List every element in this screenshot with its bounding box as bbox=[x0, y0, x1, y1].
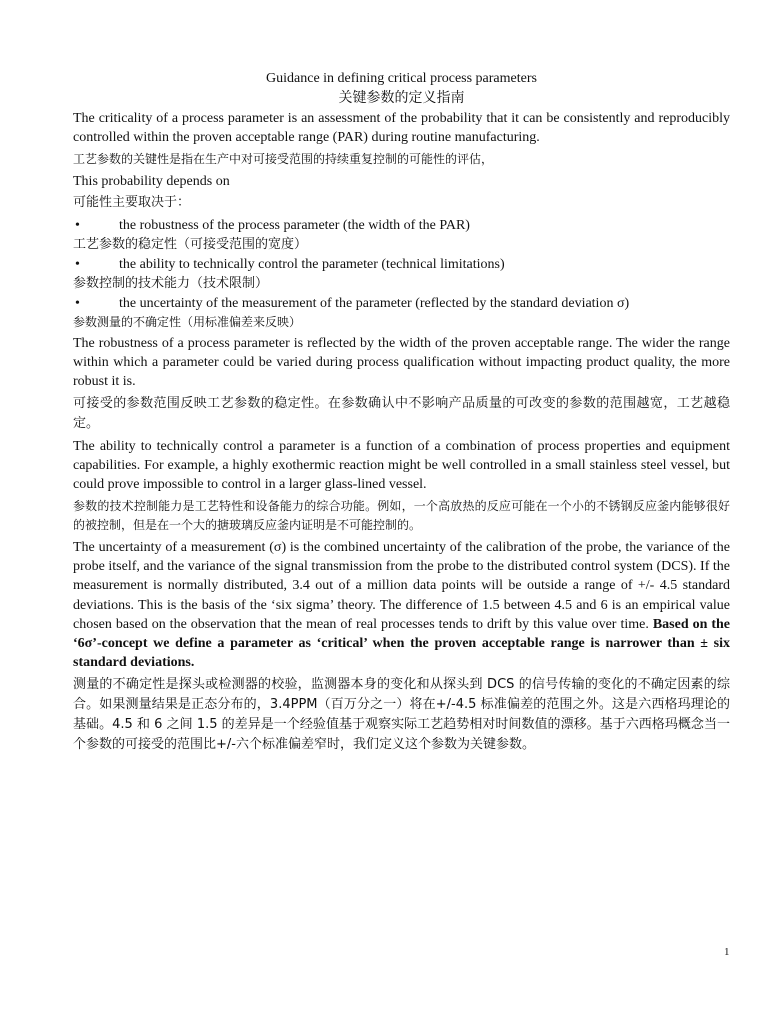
paragraph-robustness-en: The robustness of a process parameter is reflected by the width of the proven acceptable range. The wider the range within which a parameter could be varied during process qualification without impacting product quality, the more robust it is. bbox=[73, 335, 730, 390]
bullet-text-zh: 参数测量的不确定性（用标准偏差来反映） bbox=[73, 314, 302, 329]
paragraph-technical-control-en: The ability to technically control a parameter is a function of a combination of process properties and equipment capabilities. For example, a highly exothermic reaction might be well controlled in a small stainless steel vessel, but could prove impossible to control in a larger glass-lined vessel. bbox=[73, 438, 730, 493]
paragraph-criticality-en: The criticality of a process parameter is an assessment of the probability that it can be consistently and reproducibly controlled within the proven acceptable range (PAR) during routine manufacturing. bbox=[73, 111, 730, 146]
document-page bbox=[73, 70, 730, 758]
bullet-text-zh: 工艺参数的稳定性（可接受范围的宽度） bbox=[73, 236, 308, 252]
bullet-text-en: the uncertainty of the measurement of the parameter (reflected by the standard deviation σ) bbox=[119, 295, 630, 311]
page-number: 1 bbox=[724, 946, 730, 958]
paragraph-robustness-zh: 可接受的参数范围反映工艺参数的稳定性。在参数确认中不影响产品质量的可改变的参数的范围越宽，工艺越稳定。 bbox=[73, 395, 730, 431]
bullet-item-robustness bbox=[73, 216, 730, 235]
bullet-text-zh: 参数控制的技术能力（技术限制） bbox=[73, 275, 269, 291]
paragraph-measurement-en bbox=[73, 538, 730, 673]
title-english: Guidance in defining critical process parameters bbox=[266, 71, 537, 86]
six-sigma-definition: Based on the ‘6σ’-concept we define a parameter as ‘critical’ when the proven acceptable range is narrower than ± six standard deviations. bbox=[73, 616, 731, 671]
bullet-text-en: the ability to technically control the parameter (technical limitations) bbox=[119, 256, 505, 272]
paragraph-measurement-zh: 测量的不确定性是探头或检测器的校验，监测器本身的变化和从探头到 DCS 的信号传输的变化的不确定因素的综合。如果测量结果是正态分布的，3.4PPM（百万分之一）将在+/-4.5 标准偏差的范围之外。这是六西格玛理论的基础。4.5 和 6 之间 1.5 的差异是一个经验值基于观察实际工艺趋势相对时间数值的漂移。基于六西格玛概念当一个参数的可接受的范围比+/-六个标准偏差窄时，我们定义这个参数为关键参数。 bbox=[73, 676, 730, 752]
title-chinese: 关键参数的定义指南 bbox=[338, 90, 465, 106]
bullet-icon: • bbox=[75, 295, 80, 311]
bullet-icon: • bbox=[75, 217, 80, 233]
paragraph-criticality-zh: 工艺参数的关键性是指在生产中对可接受范围的持续重复控制的可能性的评估， bbox=[73, 151, 494, 166]
paragraph-probability-en: This probability depends on bbox=[73, 173, 230, 189]
measurement-text: The uncertainty of a measurement (σ) is the combined uncertainty of the calibration of the probe, the variance of the probe itself, and the variance of the signal transmission from the probe to the distributed control system (DCS). If the measurement is normally distributed, 3.4 out of a million data points will be outside a range of +/- 4.5 standard deviations. This is the basis of the ‘six sigma’ theory. The difference of 1.5 between 4.5 and 6 is an empirical value chosen based on the observation that the mean of real processes tends to drift by this value over time. bbox=[73, 539, 730, 632]
bullet-icon: • bbox=[75, 256, 80, 272]
paragraph-probability-zh: 可能性主要取决于： bbox=[73, 194, 191, 210]
bullet-item-uncertainty bbox=[73, 294, 730, 313]
bullet-text-en: the robustness of the process parameter (the width of the PAR) bbox=[119, 217, 470, 233]
bullet-item-control bbox=[73, 255, 730, 274]
paragraph-technical-control-zh: 参数的技术控制能力是工艺特性和设备能力的综合功能。例如，一个高放热的反应可能在一个小的不锈钢反应釜内能够很好的被控制，但是在一个大的搪玻璃反应釜内证明是不可能控制的。 bbox=[73, 498, 730, 532]
